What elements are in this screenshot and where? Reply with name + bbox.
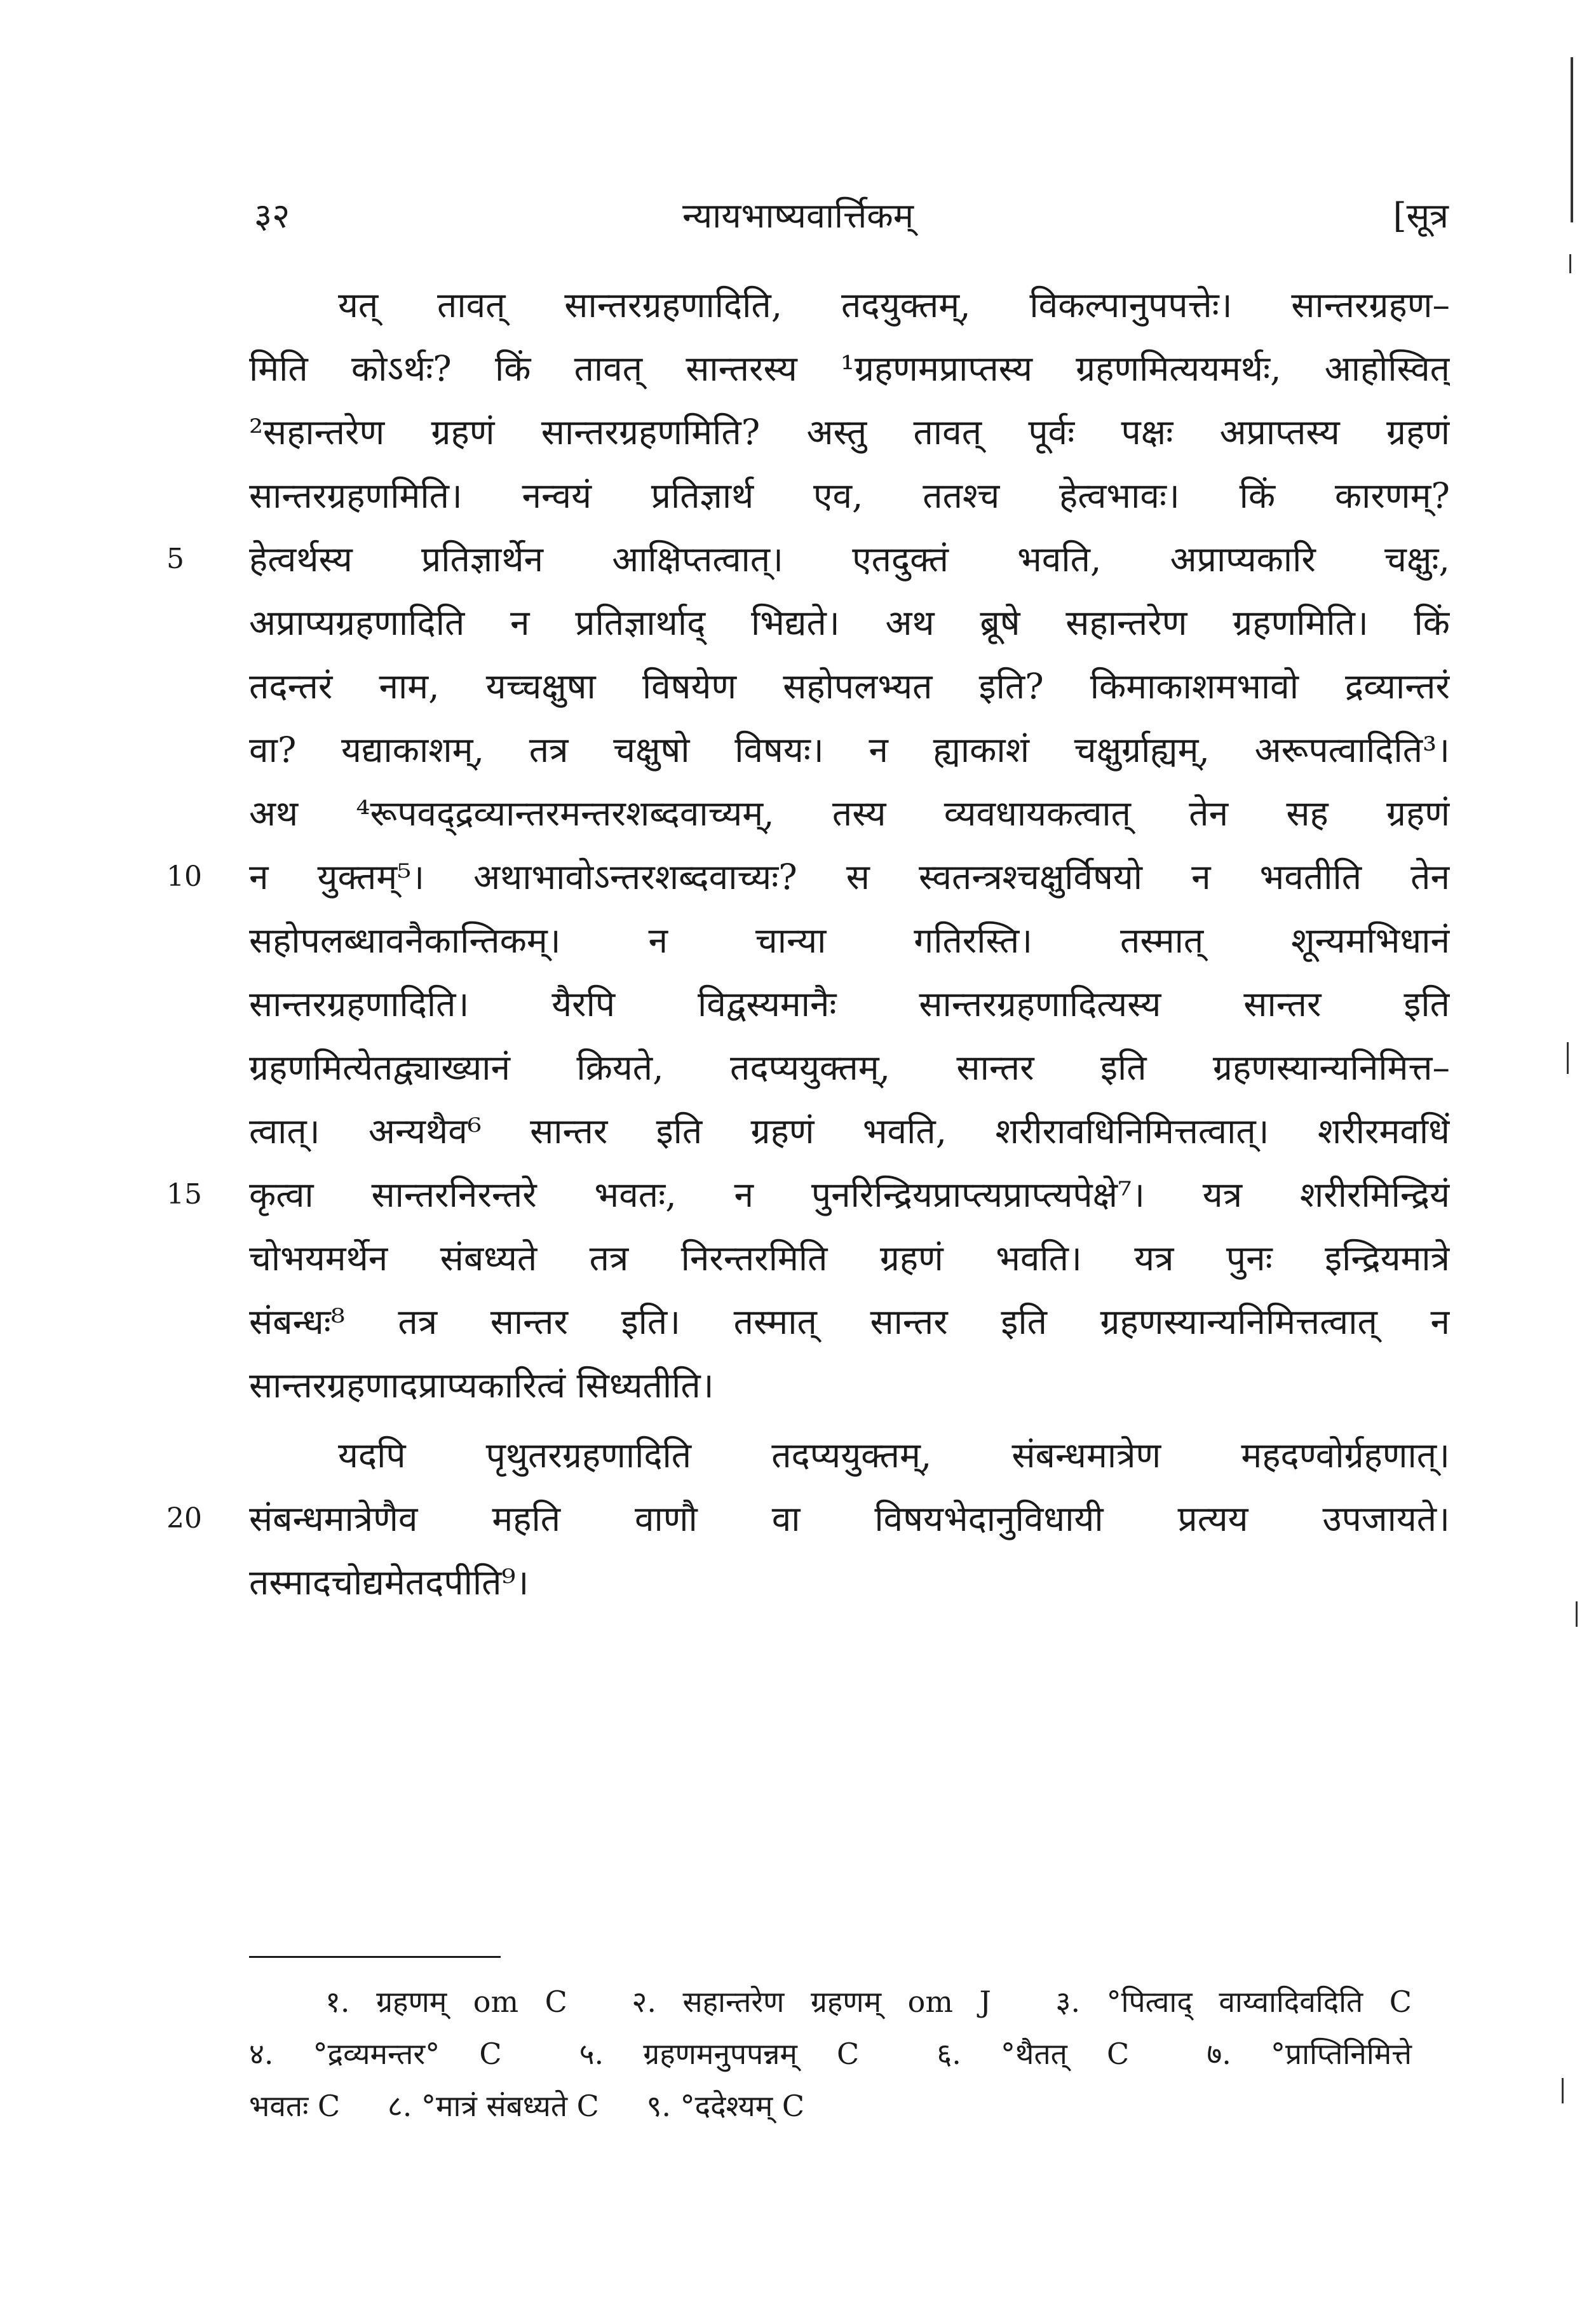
text-line: अथ ⁴रूपवद्द्रव्यान्तरमन्तरशब्दवाच्यम्, तस्य व्यवधायकत्वात् तेन सह ग्रहणं bbox=[249, 793, 1450, 834]
scan-speck bbox=[1567, 1042, 1569, 1074]
footnote: ३. °पित्वाद् वाय्वादिवदिति C bbox=[1055, 1985, 1412, 2019]
text-line: ²सहान्तरेण ग्रहणं सान्तरग्रहणमिति? अस्तु तावत् पूर्वः पक्षः अप्राप्तस्य ग्रहणं bbox=[249, 412, 1450, 452]
line-number: 10 bbox=[166, 860, 202, 893]
text-line: सान्तरग्रहणादप्राप्यकारित्वं सिध्यतीति। bbox=[249, 1365, 714, 1406]
running-title: न्यायभाष्यवार्त्तिकम् bbox=[682, 196, 914, 236]
text-line: यदपि पृथुतरग्रहणादिति तदप्ययुक्तम्, संबन्धमात्रेण महदण्वोर्ग्रहणात्। bbox=[338, 1435, 1450, 1476]
text-line: हेत्वर्थस्य प्रतिज्ञार्थेन आक्षिप्तत्वात्। एतदुक्तं भवति, अप्राप्यकारि चक्षुः, bbox=[249, 539, 1450, 580]
footnote-row bbox=[249, 1976, 1450, 2027]
scan-speck bbox=[1576, 1601, 1578, 1627]
line-number: 20 bbox=[166, 1502, 202, 1535]
text-line: सान्तरग्रहणमिति। नन्वयं प्रतिज्ञार्थ एव, ततश्च हेत्वभावः। किं कारणम्? bbox=[249, 475, 1450, 516]
line-number: 5 bbox=[166, 543, 184, 575]
text-line: मिति कोऽर्थः? किं तावत् सान्तरस्य ¹ग्रहणमप्राप्तस्य ग्रहणमित्ययमर्थः, आहोस्वित् bbox=[249, 348, 1450, 389]
text-line: न युक्तम्⁵। अथाभावोऽन्तरशब्दवाच्यः? स स्वतन्त्रश्चक्षुर्विषयो न भवतीति तेन bbox=[249, 857, 1450, 897]
text-line: तदन्तरं नाम, यच्चक्षुषा विषयेण सहोपलभ्यत इति? किमाकाशमभावो द्रव्यान्तरं bbox=[249, 666, 1450, 707]
scan-edge-mark bbox=[1571, 57, 1573, 222]
text-line: संबन्धः⁸ तत्र सान्तर इति। तस्मात् सान्तर इति ग्रहणस्यान्यनिमित्तत्वात् न bbox=[249, 1301, 1450, 1342]
text-line: कृत्वा सान्तरनिरन्तरे भवतः, न पुनरिन्द्रियप्राप्त्यप्राप्त्यपेक्षे⁷। यत्र शरीरमिन्द्रियं bbox=[249, 1174, 1450, 1215]
section-label: [सूत्र bbox=[1393, 196, 1449, 236]
footnote: भवतः C bbox=[249, 2089, 341, 2123]
footnote: २. सहान्तरेण ग्रहणम् om J bbox=[632, 1985, 991, 2019]
text-line: यत् तावत् सान्तरग्रहणादिति, तदयुक्तम्, विकल्पानुपपत्तेः। सान्तरग्रहण– bbox=[338, 285, 1450, 325]
text-line: सहोपलब्धावनैकान्तिकम्। न चान्या गतिरस्ति। तस्मात् शून्यमभिधानं bbox=[249, 920, 1450, 961]
text-line: ग्रहणमित्येतद्व्याख्यानं क्रियते, तदप्ययुक्तम्, सान्तर इति ग्रहणस्यान्यनिमित्त– bbox=[249, 1047, 1450, 1088]
footnote: ४. °द्रव्यमन्तर° C bbox=[249, 2037, 502, 2071]
scan-speck bbox=[1562, 2078, 1564, 2103]
text-line: चोभयमर्थेन संबध्यते तत्र निरन्तरमिति ग्रहणं भवति। यत्र पुनः इन्द्रियमात्रे bbox=[249, 1238, 1450, 1279]
text-line: सान्तरग्रहणादिति। यैरपि विद्वस्यमानैः सान्तरग्रहणादित्यस्य सान्तर इति bbox=[249, 984, 1450, 1024]
scan-speck bbox=[1569, 254, 1571, 273]
footnote-row bbox=[249, 2081, 1450, 2131]
footnote: ५. ग्रहणमनुपपन्नम् C bbox=[579, 2037, 860, 2071]
line-number: 15 bbox=[166, 1178, 202, 1211]
footnote: ८. °मात्रं संबध्यते C bbox=[387, 2089, 599, 2123]
footnote: ९. °ददेश्यम् C bbox=[646, 2089, 805, 2123]
text-line: वा? यद्याकाशम्, तत्र चक्षुषो विषयः। न ह्याकाशं चक्षुर्ग्राह्यम्, अरूपत्वादिति³। bbox=[249, 730, 1450, 770]
running-header bbox=[0, 191, 1596, 248]
footnote-row bbox=[249, 2028, 1450, 2079]
footnote: १. ग्रहणम् om C bbox=[325, 1985, 567, 2019]
text-line: संबन्धमात्रेणैव महति वाणौ वा विषयभेदानुविधायी प्रत्यय उपजायते। bbox=[249, 1498, 1450, 1539]
text-line: त्वात्। अन्यथैव⁶ सान्तर इति ग्रहणं भवति, शरीरावधिनिमित्तत्वात्। शरीरमवधिं bbox=[249, 1111, 1450, 1151]
text-line: अप्राप्यग्रहणादिति न प्रतिज्ञार्थाद् भिद्यते। अथ ब्रूषे सहान्तरेण ग्रहणमिति। किं bbox=[249, 602, 1450, 643]
footnote: ६. °थैतत् C bbox=[937, 2037, 1130, 2071]
page-number: ३२ bbox=[254, 196, 290, 236]
footnote-rule bbox=[249, 1956, 501, 1958]
text-line: तस्मादचोद्यमेतदपीति⁹। bbox=[249, 1562, 529, 1603]
footnote: ७. °प्राप्तिनिमित्ते bbox=[1207, 2037, 1412, 2071]
